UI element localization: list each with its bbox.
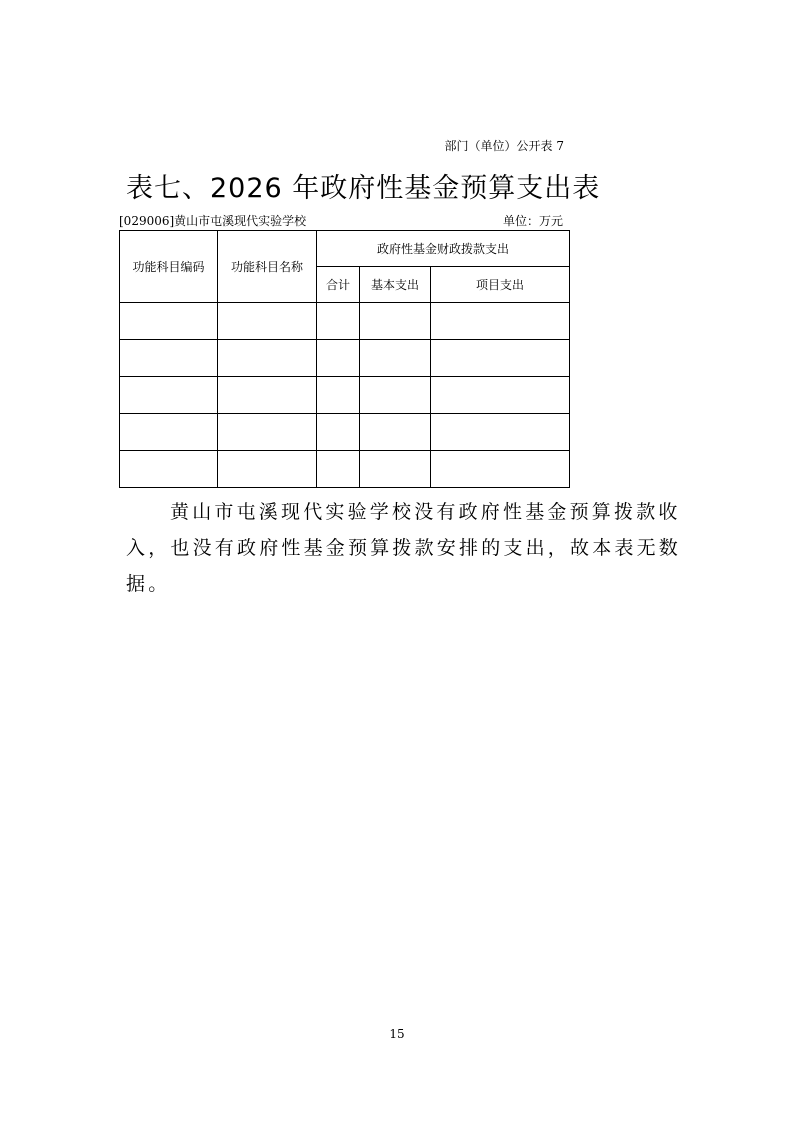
document-label: 部门（单位）公开表 7 (444, 139, 564, 153)
header-function-name: 功能科目名称 (218, 231, 317, 303)
table-cell (431, 340, 570, 377)
table-cell (431, 303, 570, 340)
header-basic-expenditure: 基本支出 (360, 267, 431, 303)
table-cell (120, 451, 218, 488)
table-cell (317, 340, 360, 377)
budget-table (119, 230, 570, 488)
table-cell (218, 377, 317, 414)
table-cell (218, 451, 317, 488)
page-number: 15 (389, 1027, 405, 1041)
table-row (120, 451, 570, 488)
header-project-expenditure: 项目支出 (431, 267, 570, 303)
table-cell (431, 414, 570, 451)
table-cell (218, 303, 317, 340)
table-cell (317, 303, 360, 340)
header-total: 合计 (317, 267, 360, 303)
explanation-paragraph: 黄山市屯溪现代实验学校没有政府性基金预算拨款收入，也没有政府性基金预算拨款安排的支出，故本表无数据。 (126, 501, 682, 595)
table-row (120, 303, 570, 340)
table-cell (218, 340, 317, 377)
table-row (120, 340, 570, 377)
table-row (120, 377, 570, 414)
table-cell (317, 451, 360, 488)
table-cell (317, 377, 360, 414)
organization-name: [029006]黄山市屯溪现代实验学校 (119, 214, 307, 228)
table-cell (120, 377, 218, 414)
table-cell (218, 414, 317, 451)
table-cell (120, 340, 218, 377)
unit-label: 单位：万元 (502, 214, 563, 228)
table-meta (119, 212, 569, 229)
table-cell (431, 377, 570, 414)
table-cell (360, 340, 431, 377)
header-fund-expenditure: 政府性基金财政拨款支出 (317, 231, 570, 267)
table-cell (317, 414, 360, 451)
page-title: 表七、2026 年政府性基金预算支出表 (126, 173, 601, 204)
header-function-code: 功能科目编码 (120, 231, 218, 303)
table-cell (360, 414, 431, 451)
table-cell (360, 303, 431, 340)
table-cell (360, 451, 431, 488)
table-cell (360, 377, 431, 414)
table-row (120, 414, 570, 451)
table-cell (431, 451, 570, 488)
table-cell (120, 303, 218, 340)
table-cell (120, 414, 218, 451)
